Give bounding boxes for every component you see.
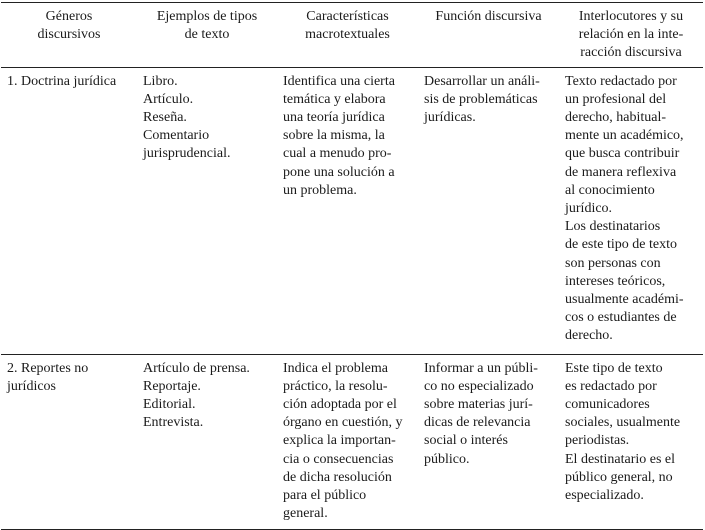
header-genres: Géneros discursivos — [1, 3, 137, 68]
cell-interlocutors: Este tipo de texto es redactado por comunicadores sociales, usualmente periodistas. El destinatario es el público general, no especializado. — [559, 354, 703, 530]
cell-features: Identifica una cierta temática y elabora una teoría jurídica sobre la misma, la cual a menudo pro- pone una solución a un problema. — [277, 67, 418, 354]
table-row — [1, 354, 703, 530]
header-macrotextual-features: Características macrotextuales — [277, 3, 418, 68]
table-header-row — [1, 3, 703, 68]
header-text-examples: Ejemplos de tipos de texto — [137, 3, 277, 68]
table-row — [1, 67, 703, 354]
cell-examples: Artículo de prensa. Reportaje. Editorial. Entrevista. — [137, 354, 277, 530]
cell-function: Informar a un públi- co no especializado sobre materias jurí- dicas de relevancia social o interés público. — [418, 354, 559, 530]
cell-genre: 1. Doctrina jurídica — [1, 67, 137, 354]
header-discursive-function: Función discursiva — [418, 3, 559, 68]
header-interlocutors: Interlocutores y su relación en la inte- racción discursiva — [559, 3, 703, 68]
cell-genre: 2. Reportes no jurídicos — [1, 354, 137, 530]
cell-examples: Libro. Artículo. Reseña. Comentario jurisprudencial. — [137, 67, 277, 354]
cell-features: Indica el problema práctico, la resolu- ción adoptada por el órgano en cuestión, y explica la importan- cia o consecuencias de dicha resolución para el público general. — [277, 354, 418, 530]
cell-interlocutors: Texto redactado por un profesional del derecho, habitual- mente un académico, que busca contribuir de manera reflexiva al conocimiento jurídico. Los destinatarios de este tipo de texto son personas con intereses teóricos, usualmente académi- cos o estudiantes de derecho. — [559, 67, 703, 354]
cell-function: Desarrollar un análi- sis de problemáticas jurídicas. — [418, 67, 559, 354]
discursive-genres-table — [1, 2, 703, 530]
